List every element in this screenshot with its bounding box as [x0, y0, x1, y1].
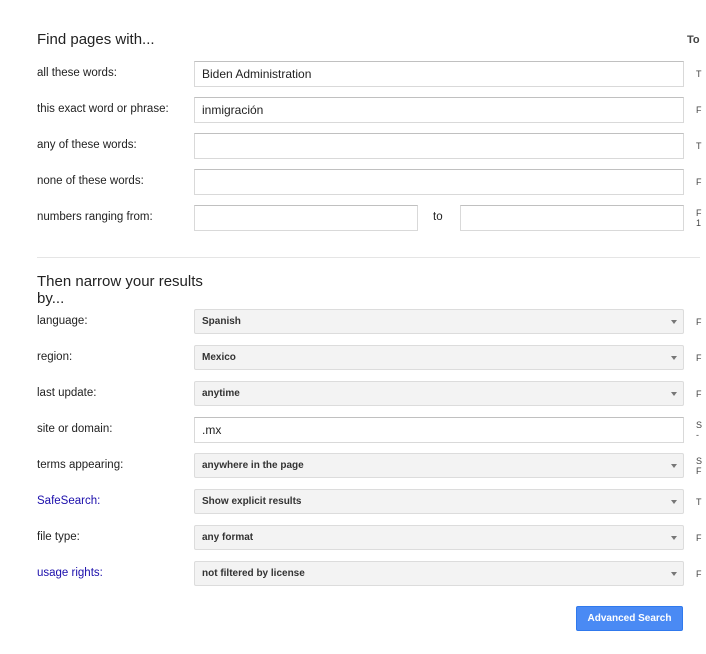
hint: S F: [696, 456, 703, 476]
language-label: language:: [37, 315, 88, 327]
hint: F: [696, 317, 702, 327]
region-select[interactable]: [194, 345, 684, 370]
advanced-search-button[interactable]: Advanced Search: [576, 606, 683, 631]
terms-appearing-value: anywhere in the page: [202, 460, 304, 471]
safesearch-value: Show explicit results: [202, 496, 302, 507]
hint: F: [696, 533, 702, 543]
safesearch-label[interactable]: SafeSearch:: [37, 495, 101, 507]
range-from-input[interactable]: [194, 205, 418, 231]
any-words-input[interactable]: [194, 133, 684, 159]
chevron-down-icon: [671, 464, 677, 468]
range-label: numbers ranging from:: [37, 211, 153, 223]
usage-rights-select[interactable]: [194, 561, 684, 586]
region-label: region:: [37, 351, 73, 363]
range-to-label: to: [433, 211, 443, 223]
file-type-label: file type:: [37, 531, 80, 543]
site-domain-input[interactable]: .mx: [194, 417, 684, 443]
hint: T: [696, 69, 702, 79]
last-update-value: anytime: [202, 388, 240, 399]
exact-phrase-input[interactable]: inmigración: [194, 97, 684, 123]
hint: F: [696, 177, 702, 187]
chevron-down-icon: [671, 392, 677, 396]
exact-phrase-label: this exact word or phrase:: [37, 103, 169, 115]
none-words-label: none of these words:: [37, 175, 144, 187]
range-to-input[interactable]: [460, 205, 684, 231]
region-value: Mexico: [202, 352, 236, 363]
language-value: Spanish: [202, 316, 241, 327]
find-pages-heading: Find pages with...: [37, 31, 155, 48]
last-update-select[interactable]: [194, 381, 684, 406]
safesearch-select[interactable]: [194, 489, 684, 514]
file-type-value: any format: [202, 532, 254, 543]
divider: [37, 257, 700, 258]
language-select[interactable]: [194, 309, 684, 334]
chevron-down-icon: [671, 536, 677, 540]
narrow-heading: Then narrow your results by...: [37, 273, 203, 307]
file-type-select[interactable]: [194, 525, 684, 550]
terms-appearing-select[interactable]: [194, 453, 684, 478]
all-words-label: all these words:: [37, 67, 117, 79]
hint: F: [696, 353, 702, 363]
hint: F 1: [696, 208, 702, 228]
hint: T: [696, 497, 702, 507]
hint: F: [696, 389, 702, 399]
none-words-input[interactable]: [194, 169, 684, 195]
chevron-down-icon: [671, 500, 677, 504]
tips-heading: To: [687, 34, 700, 46]
hint: S -: [696, 420, 703, 440]
terms-appearing-label: terms appearing:: [37, 459, 124, 471]
hint: F: [696, 569, 702, 579]
hint: T: [696, 141, 702, 151]
all-words-input[interactable]: Biden Administration: [194, 61, 684, 87]
chevron-down-icon: [671, 356, 677, 360]
chevron-down-icon: [671, 572, 677, 576]
chevron-down-icon: [671, 320, 677, 324]
last-update-label: last update:: [37, 387, 97, 399]
any-words-label: any of these words:: [37, 139, 137, 151]
hint: F: [696, 105, 702, 115]
site-domain-label: site or domain:: [37, 423, 113, 435]
usage-rights-value: not filtered by license: [202, 568, 305, 579]
usage-rights-label[interactable]: usage rights:: [37, 567, 103, 579]
